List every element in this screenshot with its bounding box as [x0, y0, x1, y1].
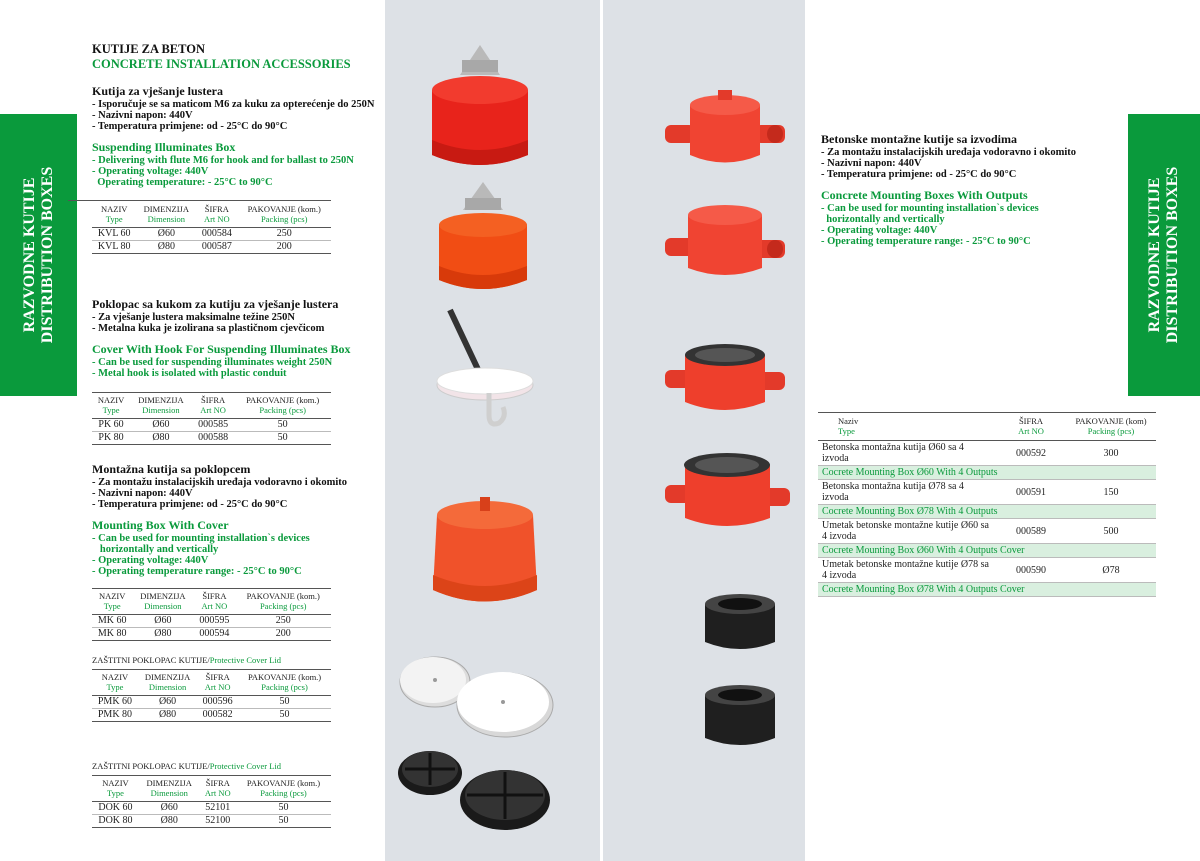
spec-line-en: - Operating temperature range: - 25°C to 90°C	[92, 566, 302, 577]
table-row: PK 60 Ø60 000585 50	[92, 419, 331, 432]
black-ring-78-image	[700, 683, 780, 753]
spec-line-en: - Operating voltage: 440V	[821, 225, 938, 236]
spec-line: - Za montažu instalacijskih uređaja vodoravno i okomito	[92, 477, 348, 488]
table-row: KVL 60 Ø60 000584 250	[92, 228, 331, 241]
side-tab-line1: RAZVODNE KUTIJE	[1146, 177, 1163, 333]
spec-line-en: - Delivering with flute M6 for hook and for ballast to 250N	[92, 155, 354, 166]
caption-dok: ZAŠTITNI POKLOPAC KUTIJE/Protective Cover Lid	[92, 761, 282, 771]
pmk-cover-lid-image	[395, 650, 555, 745]
section-title-en: Suspending Illuminates Box	[92, 140, 236, 154]
side-tab-right	[1128, 114, 1200, 396]
section-title: Betonske montažne kutije sa izvodima	[821, 132, 1017, 146]
spec-line: - Za vješanje lustera maksimalne težine 250N	[92, 312, 295, 323]
side-tab-line2: DISTRIBUTION BOXES	[1164, 166, 1181, 344]
table-rule	[68, 200, 331, 201]
page-header	[92, 42, 351, 72]
table-dok: NAZIV Type DIMENZIJA Dimension ŠIFRA Art NO PAKOVANJE (kom.) Packing (pcs) DOK 60 Ø60 52101 50 DOK 80 Ø80 52100 50	[92, 775, 331, 828]
insert78-image	[660, 450, 795, 535]
table-kvl: NAZIV Type DIMENZIJA Dimension ŠIFRA Art NO PAKOVANJE (kom.) Packing (pcs) KVL 60 Ø60 000584 250 KVL 80 Ø80 000587 200	[92, 202, 331, 254]
table-row: MK 80 Ø80 000594 200	[92, 628, 331, 641]
section-pk	[92, 297, 351, 379]
section-mk	[92, 462, 347, 577]
table-pk: NAZIV Type DIMENZIJA Dimension ŠIFRA Art NO PAKOVANJE (kom.) Packing (pcs) PK 60 Ø60 000585 50 PK 80 Ø80 000588 50	[92, 392, 331, 445]
spec-line-en: Operating temperature: - 25°C to 90°C	[92, 177, 273, 188]
side-tab-line2: DISTRIBUTION BOXES	[38, 166, 56, 344]
table-row: MK 60 Ø60 000595 250	[92, 615, 331, 628]
table-row: PMK 60 Ø60 000596 50	[92, 696, 331, 709]
spec-line: - Temperatura primjene: od - 25°C do 90°C	[92, 499, 288, 510]
dok-cover-lid-image	[395, 745, 555, 835]
section-outputs	[821, 132, 1076, 247]
kvl80-box-image	[425, 180, 540, 300]
spec-line: - Isporučuje se sa maticom M6 za kuku za opterećenje do 250N	[92, 99, 375, 110]
spec-line-en: - Operating voltage: 440V	[92, 166, 209, 177]
side-tab-left	[0, 114, 77, 396]
spec-line-en: - Can be used for mounting installation`s devices	[92, 533, 310, 544]
pk-cover-hook-image	[425, 305, 545, 430]
section-kvl	[92, 84, 374, 188]
black-ring-60-image	[700, 592, 780, 657]
table-row: Umetak betonske montažne kutije Ø78 sa 4 izvoda 000590 Ø78	[818, 558, 1156, 583]
box60-outputs-image	[660, 90, 790, 175]
section-title: Poklopac sa kukom za kutiju za vješanje lustera	[92, 297, 339, 311]
table-row: KVL 80 Ø80 000587 200	[92, 241, 331, 254]
spec-line: - Nazivni napon: 440V	[821, 158, 922, 169]
spec-line-en: - Operating temperature range: - 25°C to 90°C	[821, 236, 1031, 247]
caption-pmk: ZAŠTITNI POKLOPAC KUTIJE/Protective Cover Lid	[92, 655, 282, 665]
table-row: Umetak betonske montažne kutije Ø60 sa 4 izvoda 000589 500	[818, 519, 1156, 544]
spec-line: - Za montažu instalacijskih uređaja vodoravno i okomito	[821, 147, 1077, 158]
table-row-en: Cocrete Mounting Box Ø60 With 4 Outputs	[818, 466, 1156, 480]
table-outputs: Naziv Type ŠIFRA Art NO PAKOVANJE (kom) Packing (pcs) Betonska montažna kutija Ø60 sa 4 izvoda 000592 300 Cocrete Mounting Box Ø60 With 4 Outputs Betonska montažna kutija Ø78 sa 4 izvoda 000591 150 Cocrete Mounting Box Ø78 With 4 Outputs Umetak betonske montažne kutije Ø60 sa 4 izvoda 000589 500 Cocrete Mounting Box Ø60 With 4 Outputs Cover Umetak betonske montažne kutije Ø78 sa 4 izvoda 000590 Ø78 Cocrete Mounting Box Ø78 With 4 Outputs Cover	[818, 412, 1156, 597]
section-title-en: Concrete Mounting Boxes With Outputs	[821, 188, 1028, 202]
side-tab-line1: RAZVODNE KUTIJE	[20, 177, 38, 333]
table-row: Betonska montažna kutija Ø60 sa 4 izvoda 000592 300	[818, 441, 1156, 466]
spec-line: - Temperatura primjene: od - 25°C do 90°C	[821, 169, 1017, 180]
page-title: KUTIJE ZA BETON	[92, 42, 206, 56]
table-row: Betonska montažna kutija Ø78 sa 4 izvoda 000591 150	[818, 480, 1156, 505]
page-subtitle: CONCRETE INSTALLATION ACCESSORIES	[92, 57, 351, 71]
mk-box-cover-image	[425, 495, 545, 615]
section-title: Montažna kutija sa poklopcem	[92, 462, 251, 476]
table-row-en: Cocrete Mounting Box Ø60 With 4 Outputs Cover	[818, 544, 1156, 558]
table-row: DOK 60 Ø60 52101 50	[92, 802, 331, 815]
table-pmk: NAZIV Type DIMENZIJA Dimension ŠIFRA Art NO PAKOVANJE (kom.) Packing (pcs) PMK 60 Ø60 000596 50 PMK 80 Ø80 000582 50	[92, 669, 331, 722]
spec-line: - Nazivni napon: 440V	[92, 488, 193, 499]
section-title: Kutija za vješanje lustera	[92, 84, 223, 98]
spec-line-en: - Operating voltage: 440V	[92, 555, 209, 566]
table-row-en: Cocrete Mounting Box Ø78 With 4 Outputs	[818, 505, 1156, 519]
table-row-en: Cocrete Mounting Box Ø78 With 4 Outputs Cover	[818, 583, 1156, 597]
spec-line-en: - Metal hook is isolated with plastic conduit	[92, 368, 287, 379]
box78-outputs-image	[660, 200, 790, 285]
spec-line-en: - Can be used for mounting installation`s devices	[821, 203, 1039, 214]
section-title-en: Cover With Hook For Suspending Illuminates Box	[92, 342, 351, 356]
table-row: DOK 80 Ø80 52100 50	[92, 815, 331, 828]
kvl60-box-image	[420, 40, 540, 170]
spec-line: - Metalna kuka je izolirana sa plastičnom cjevčicom	[92, 323, 325, 334]
spec-line-en: - Can be used for suspending illuminates weight 250N	[92, 357, 333, 368]
spec-line: - Temperatura primjene: od - 25°C do 90°C	[92, 121, 288, 132]
table-row: PMK 80 Ø80 000582 50	[92, 709, 331, 722]
insert60-image	[660, 340, 790, 420]
section-title-en: Mounting Box With Cover	[92, 518, 229, 532]
spec-line-en: horizontally and vertically	[821, 214, 945, 225]
spec-line-en: horizontally and vertically	[92, 544, 219, 555]
spec-line: - Nazivni napon: 440V	[92, 110, 193, 121]
table-row: PK 80 Ø80 000588 50	[92, 432, 331, 445]
table-mk: NAZIV Type DIMENZIJA Dimension ŠIFRA Art NO PAKOVANJE (kom.) Packing (pcs) MK 60 Ø60 000595 250 MK 80 Ø80 000594 200	[92, 588, 331, 641]
